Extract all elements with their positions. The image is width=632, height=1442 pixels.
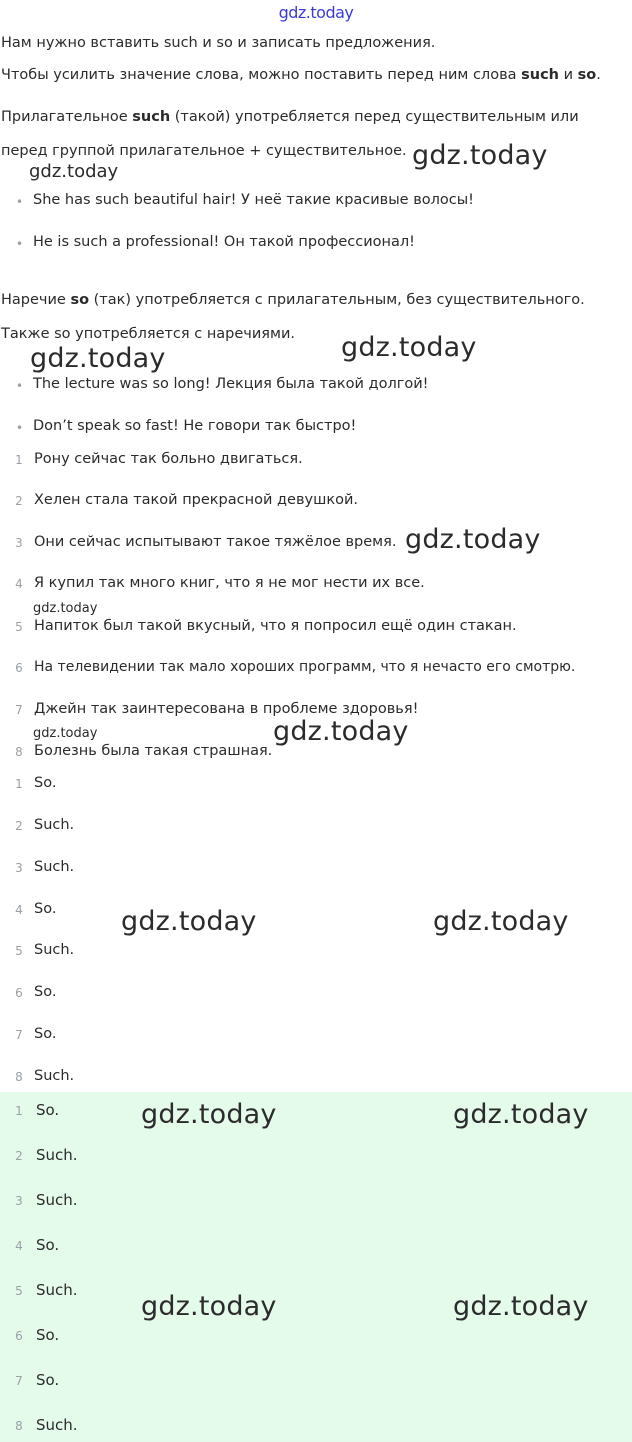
answer-item: Such. [34, 859, 75, 875]
example-item: The lecture was so long! Лекция была такой долгой! [33, 376, 429, 392]
so-rule-line-2: Также so употребляется с наречиями. [1, 326, 295, 342]
list-number: 2 [15, 819, 23, 833]
highlighted-answer-item: So. [36, 1371, 60, 1389]
intro-line-3-rest: (такой) употребляется перед существительным или [170, 109, 579, 125]
list-number: 2 [15, 1149, 23, 1163]
watermark: gdz.today [453, 1291, 589, 1322]
list-number: 7 [15, 703, 23, 717]
answer-item: So. [34, 1026, 57, 1042]
watermark: gdz.today [33, 726, 98, 741]
highlighted-answer-item: Such. [36, 1416, 78, 1434]
list-number: 4 [15, 903, 23, 917]
highlighted-answer-item: So. [36, 1236, 60, 1254]
highlighted-answer-item: Such. [36, 1146, 78, 1164]
answer-item: Such. [34, 817, 75, 833]
list-number: 1 [15, 453, 23, 467]
intro-line-2 [1, 67, 601, 83]
intro-line-1: Нам нужно вставить such и so и записать предложения. [1, 35, 436, 51]
highlighted-answer-item: Such. [36, 1281, 78, 1299]
so-rule-text: Наречие [1, 292, 71, 308]
translation-item: Они сейчас испытывают такое тяжёлое время. [34, 534, 397, 550]
watermark: gdz.today [341, 332, 477, 363]
keyword-so: so [70, 292, 90, 308]
watermark: gdz.today [141, 1291, 277, 1322]
list-number: 6 [15, 1329, 23, 1343]
bullet-icon: • [16, 237, 24, 251]
translation-item: Болезнь была такая страшная. [34, 743, 273, 759]
watermark: gdz.today [405, 524, 541, 555]
watermark: gdz.today [121, 906, 257, 937]
intro-line-4: перед группой прилагательное + существительное. [1, 143, 407, 159]
list-number: 4 [15, 577, 23, 591]
so-rule-rest: (так) употребляется с прилагательным, без существительного. [89, 292, 585, 308]
example-item: Don’t speak so fast! Не говори так быстро! [33, 418, 357, 434]
answer-item: So. [34, 901, 57, 917]
translation-item: Хелен стала такой прекрасной девушкой. [34, 492, 359, 508]
list-number: 8 [15, 1070, 23, 1084]
watermark: gdz.today [33, 601, 98, 616]
bullet-icon: • [16, 421, 24, 435]
list-number: 7 [15, 1028, 23, 1042]
example-item: She has such beautiful hair! У неё такие красивые волосы! [33, 192, 474, 208]
list-number: 6 [15, 661, 23, 675]
list-number: 1 [15, 1104, 23, 1118]
intro-line-2-text: Чтобы усилить значение слова, можно поставить перед ним слова [1, 67, 522, 83]
so-rule-line-1 [1, 292, 585, 308]
intro-line-3 [1, 109, 579, 125]
highlighted-answer-item: So. [36, 1101, 60, 1119]
list-number: 6 [15, 986, 23, 1000]
translation-item: Джейн так заинтересована в проблеме здоровья! [34, 701, 419, 717]
watermark: gdz.today [453, 1099, 589, 1130]
intro-line-2-and: и [559, 67, 578, 83]
highlighted-answer-item: So. [36, 1326, 60, 1344]
answer-item: Such. [34, 1068, 75, 1084]
keyword-such: such [521, 67, 559, 83]
watermark: gdz.today [141, 1099, 277, 1130]
header-watermark: gdz.today [278, 3, 354, 22]
translation-item: Рону сейчас так больно двигаться. [34, 451, 303, 467]
watermark: gdz.today [433, 906, 569, 937]
bullet-icon: • [16, 379, 24, 393]
keyword-such: such [132, 109, 171, 125]
bullet-icon: • [16, 195, 24, 209]
list-number: 8 [15, 745, 23, 759]
watermark: gdz.today [30, 343, 166, 374]
list-number: 3 [15, 861, 23, 875]
list-number: 3 [15, 1194, 23, 1208]
answer-item: Such. [34, 942, 75, 958]
translation-item: На телевидении так мало хороших программ, что я нечасто его смотрю. [34, 659, 576, 675]
watermark: gdz.today [273, 716, 409, 747]
intro-line-3-text: Прилагательное [1, 109, 133, 125]
list-number: 5 [15, 944, 23, 958]
list-number: 4 [15, 1239, 23, 1253]
list-number: 1 [15, 777, 23, 791]
answer-item: So. [34, 775, 57, 791]
list-number: 5 [15, 620, 23, 634]
list-number: 2 [15, 494, 23, 508]
translation-item: Я купил так много книг, что я не мог нести их все. [34, 575, 425, 591]
example-item: He is such a professional! Он такой профессионал! [33, 234, 415, 250]
keyword-so: so [577, 67, 597, 83]
watermark: gdz.today [29, 161, 119, 182]
highlighted-answers-block [0, 1092, 632, 1442]
intro-line-2-end: . [596, 67, 601, 83]
list-number: 8 [15, 1419, 23, 1433]
translation-item: Напиток был такой вкусный, что я попросил ещё один стакан. [34, 618, 517, 634]
list-number: 5 [15, 1284, 23, 1298]
list-number: 7 [15, 1374, 23, 1388]
watermark: gdz.today [412, 140, 548, 171]
highlighted-answer-item: Such. [36, 1191, 78, 1209]
answer-item: So. [34, 984, 57, 1000]
list-number: 3 [15, 536, 23, 550]
